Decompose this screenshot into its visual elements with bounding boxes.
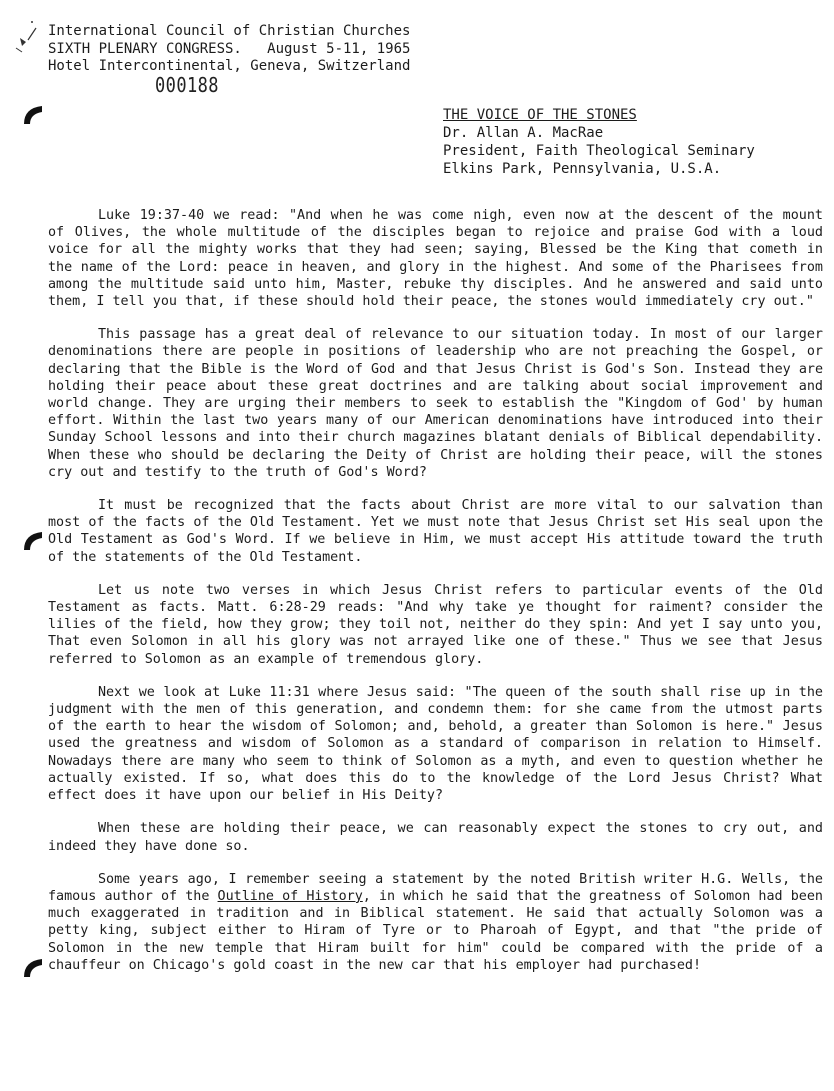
document-number-stamp: 000188 — [155, 73, 219, 97]
document-title: THE VOICE OF THE STONES — [443, 107, 637, 123]
author-name: Dr. Allan A. MacRae — [443, 125, 604, 141]
conference-header — [48, 23, 410, 76]
author-position: President, Faith Theological Seminary — [443, 143, 755, 159]
header-venue: Hotel Intercontinental, Geneva, Switzerland — [48, 58, 411, 74]
paragraph: Next we look at Luke 11:31 where Jesus said: "The queen of the south shall rise up in the judgment with the men of this generation, and condemn them: for she came from the utmost parts of the earth to hear the wisdom of Solomon; and, behold, a greater than Solomon is here." Jesus used the greatness and wisdom of Solomon as a standard of comparison in relation to Himself. Nowadays there are many who seem to think of Solomon as a myth, and even to question whether he actually existed. If so, what does this do to the knowledge of the Lord Jesus Christ? What effect does it have upon our belief in His Deity? — [48, 684, 823, 804]
paragraph: It must be recognized that the facts about Christ are more vital to our salvation than most of the facts of the Old Testament. Yet we must note that Jesus Christ set His seal upon the Old Testament as God's Word. If we believe in Him, we must accept His attitude toward the truth of the statements of the Old Testament. — [48, 498, 823, 565]
author-location: Elkins Park, Pennsylvania, U.S.A. — [443, 161, 722, 177]
paragraph-text: , in which he said that the greatness of Solomon had been much exaggerated in tradition and in Biblical statement. He said that actually Solomon was a petty king, subject either to Hiram of Tyre or to Pharoah of Egypt, and that "the pride of Solomon in the new temple that Hiram built for him" could be compared with the pride of a chauffeur on Chicago's gold coast in the new car that his employer had purchased! — [48, 888, 823, 973]
paragraph: Luke 19:37-40 we read: "And when he was come nigh, even now at the descent of the mount of Olives, the whole multitude of the disciples began to rejoice and praise God with a loud voice for all the mighty works that they had seen; saying, Blessed be the King that cometh in the name of the Lord: peace in heaven, and glory in the highest. And some of the Pharisees from among the multitude said unto him, Master, rebuke thy disciples. And he answered and said unto them, I tell you that, if these should hold their peace, the stones would immediately cry out." — [48, 208, 823, 310]
punch-hole-icon — [22, 957, 44, 979]
punch-hole-icon — [22, 530, 44, 552]
title-block — [443, 106, 755, 178]
header-organization: International Council of Christian Churches — [48, 23, 411, 39]
punch-hole-icon — [22, 104, 44, 126]
document-body — [48, 207, 823, 990]
header-congress: SIXTH PLENARY CONGRESS. August 5-11, 1965 — [48, 40, 411, 57]
ink-mark-icon — [6, 20, 42, 60]
book-title-underlined: Outline of History — [217, 888, 363, 904]
paragraph-text: Some years ago, I remember seeing a statement by the noted British writer H.G. Wells, the famous author of the — [48, 871, 823, 904]
paragraph: This passage has a great deal of relevance to our situation today. In most of our larger denominations there are people in positions of leadership who are not preaching the Gospel, or declaring that the Bible is the Word of God and that Jesus Christ is God's Son. Instead they are holding their peace about these great doctrines and are talking about social improvement and world change. They are urging their members to seek to establish the "Kingdom of God' by human effort. Within the last two years many of our American denominations have introduced into their Sunday School lessons and into their church magazines blatant denials of Biblical dependability. When these who should be declaring the Deity of Christ are holding their peace, will the stones cry out and testify to the truth of God's Word? — [48, 327, 823, 480]
paragraph: When these are holding their peace, we can reasonably expect the stones to cry out, and indeed they have done so. — [48, 821, 823, 854]
paragraph-last — [48, 871, 823, 974]
paragraph: Let us note two verses in which Jesus Christ refers to particular events of the Old Testament as facts. Matt. 6:28-29 reads: "And why take ye thought for raiment? consider the lilies of the field, how they grow; they toil not, neither do they spin: And yet I say unto you, That even Solomon in all his glory was not arrayed like one of these." Thus we see that Jesus referred to Solomon as an example of tremendous glory. — [48, 582, 823, 667]
